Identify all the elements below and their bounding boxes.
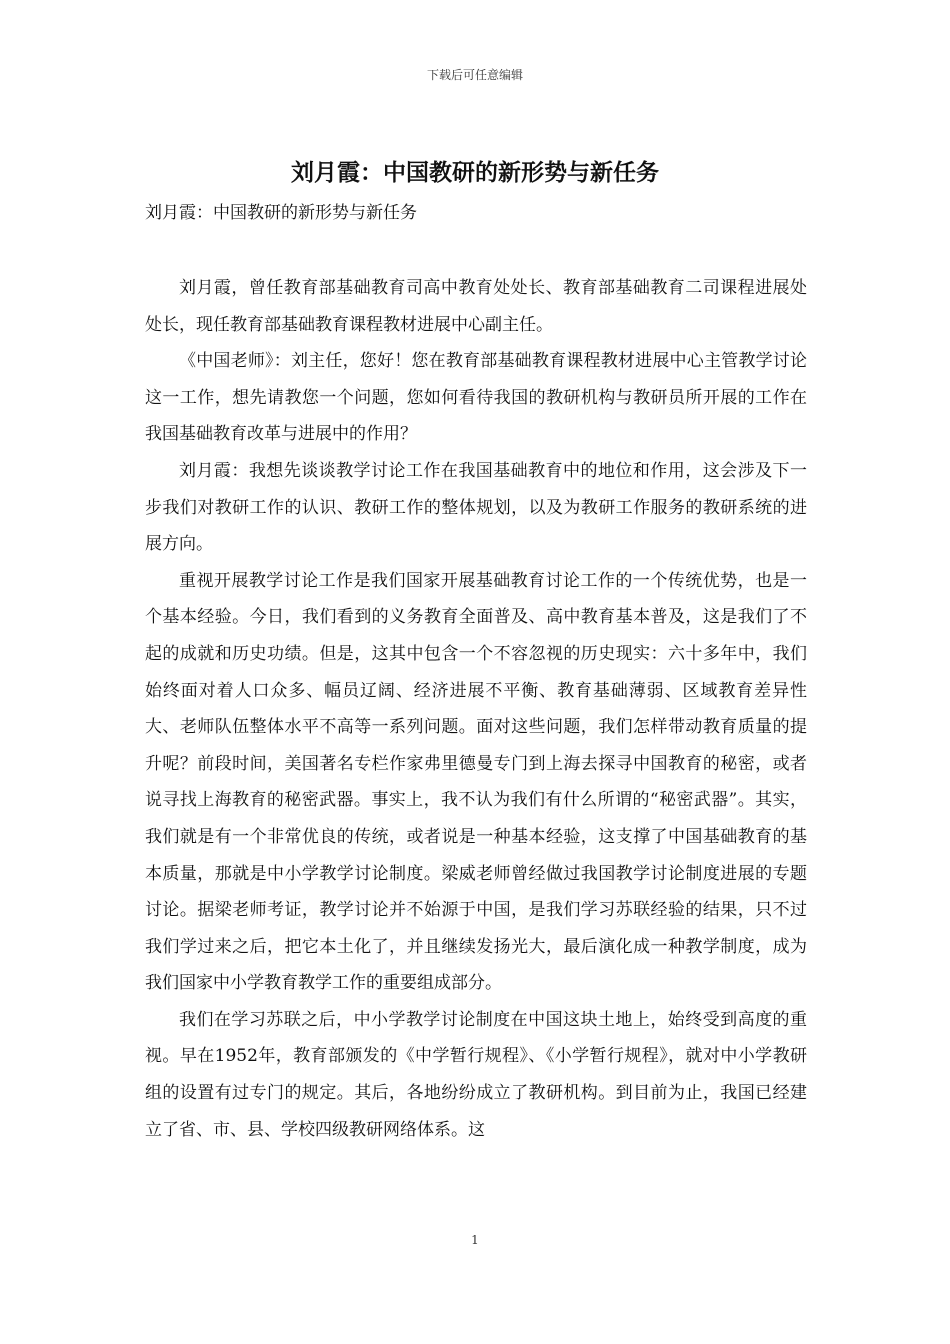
document-subtitle: 刘月霞：中国教研的新形势与新任务	[145, 203, 417, 223]
document-body	[145, 270, 807, 1148]
paragraph: 我们在学习苏联之后，中小学教学讨论制度在中国这块土地上，始终受到高度的重视。早在1952年，教育部颁发的《中学暂行规程》、《小学暂行规程》，就对中小学教研组的设置有过专门的规定。其后，各地纷纷成立了教研机构。到目前为止，我国已经建立了省、市、县、学校四级教研网络体系。这	[145, 1009, 807, 1140]
paragraph: 重视开展教学讨论工作是我们国家开展基础教育讨论工作的一个传统优势，也是一个基本经验。今日，我们看到的义务教育全面普及、高中教育基本普及，这是我们了不起的成就和历史功绩。但是，这其中包含一个不容忽视的历史现实：六十多年中，我们始终面对着人口众多、幅员辽阔、经济进展不平衡、教育基础薄弱、区域教育差异性大、老师队伍整体水平不高等一系列问题。面对这些问题，我们怎样带动教育质量的提升呢？前段时间，美国著名专栏作家弗里德曼专门到上海去探寻中国教育的秘密，或者说寻找上海教育的秘密武器。事实上，我不认为我们有什么所谓的“秘密武器”。其实，我们就是有一个非常优良的传统，或者说是一种基本经验，这支撑了中国基础教育的基本质量，那就是中小学教学讨论制度。梁威老师曾经做过我国教学讨论制度进展的专题讨论。据梁老师考证，教学讨论并不始源于中国，是我们学习苏联经验的结果，只不过我们学过来之后，把它本土化了，并且继续发扬光大，最后演化成一种教学制度，成为我们国家中小学教育教学工作的重要组成部分。	[145, 570, 807, 994]
page-number: 1	[471, 1233, 479, 1247]
page-header: 下载后可任意编辑	[426, 68, 523, 82]
paragraph: 《中国老师》：刘主任，您好！您在教育部基础教育课程教材进展中心主管教学讨论这一工作，想先请教您一个问题，您如何看待我国的教研机构与教研员所开展的工作在我国基础教育改革与进展中的作用？	[145, 351, 807, 445]
paragraph: 刘月霞，曾任教育部基础教育司高中教育处处长、教育部基础教育二司课程进展处处长，现任教育部基础教育课程教材进展中心副主任。	[145, 278, 807, 335]
document-title: 刘月霞：中国教研的新形势与新任务	[291, 159, 659, 186]
paragraph: 刘月霞：我想先谈谈教学讨论工作在我国基础教育中的地位和作用，这会涉及下一步我们对教研工作的认识、教研工作的整体规划，以及为教研工作服务的教研系统的进展方向。	[145, 460, 807, 555]
